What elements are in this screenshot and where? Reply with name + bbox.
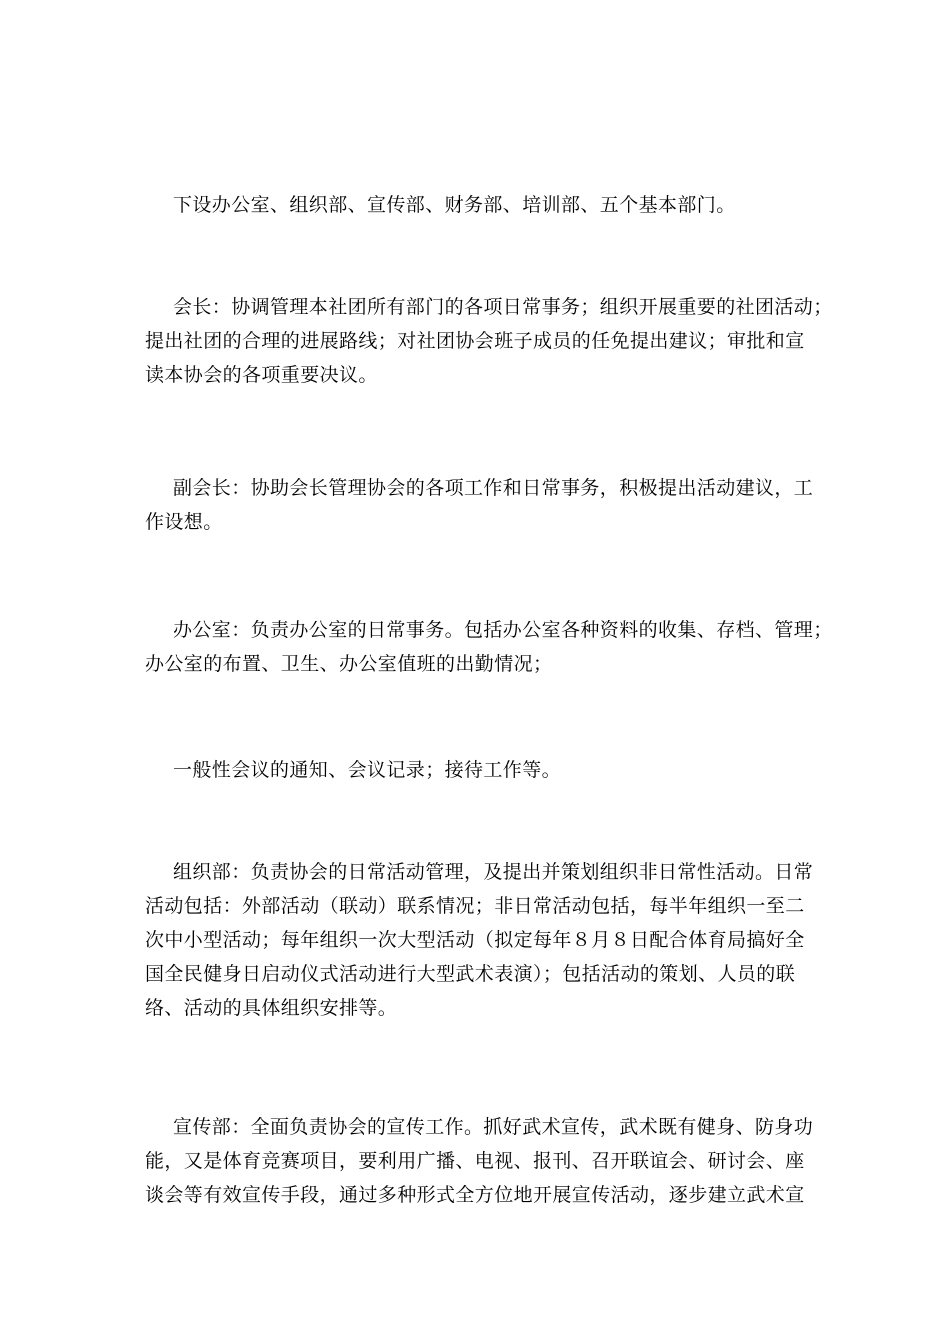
text-line: 办公室：负责办公室的日常事务。包括办公室各种资料的收集、存档、管理；	[173, 619, 833, 641]
text-line: 下设办公室、组织部、宣传部、财务部、培训部、五个基本部门。	[173, 194, 736, 216]
text-line: 能，又是体育竞赛项目，要利用广播、电视、报刊、召开联谊会、研讨会、座	[145, 1150, 805, 1172]
paragraph-organization	[145, 855, 825, 1025]
text-line: 次中小型活动；每年组织一次大型活动（拟定每年８月８日配合体育局搞好全	[145, 929, 805, 951]
text-line: 副会长：协助会长管理协会的各项工作和日常事务，积极提出活动建议，工	[173, 477, 814, 499]
text-line: 作设想。	[145, 511, 223, 533]
paragraph-departments	[145, 188, 825, 222]
text-line: 络、活动的具体组织安排等。	[145, 997, 398, 1019]
text-line: 谈会等有效宣传手段，通过多种形式全方位地开展宣传活动，逐步建立武术宣	[145, 1184, 805, 1206]
text-line: 活动包括：外部活动（联动）联系情况；非日常活动包括，每半年组织一至二	[145, 895, 805, 917]
text-line: 提出社团的合理的进展路线；对社团协会班子成员的任免提出建议；审批和宣	[145, 330, 805, 352]
paragraph-meetings	[145, 753, 825, 787]
paragraph-publicity	[145, 1110, 825, 1212]
text-line: 会长：协调管理本社团所有部门的各项日常事务；组织开展重要的社团活动；	[173, 296, 833, 318]
text-line: 一般性会议的通知、会议记录；接待工作等。	[173, 759, 562, 781]
text-line: 读本协会的各项重要决议。	[145, 364, 378, 386]
text-line: 宣传部：全面负责协会的宣传工作。抓好武术宣传，武术既有健身、防身功	[173, 1116, 814, 1138]
text-line: 国全民健身日启动仪式活动进行大型武术表演）；包括活动的策划、人员的联	[145, 963, 796, 985]
text-line: 组织部：负责协会的日常活动管理，及提出并策划组织非日常性活动。日常	[173, 861, 814, 883]
paragraph-president	[145, 290, 833, 392]
paragraph-office	[145, 613, 833, 681]
paragraph-vice-president	[145, 471, 825, 539]
text-line: 办公室的布置、卫生、办公室值班的出勤情况；	[145, 653, 553, 675]
